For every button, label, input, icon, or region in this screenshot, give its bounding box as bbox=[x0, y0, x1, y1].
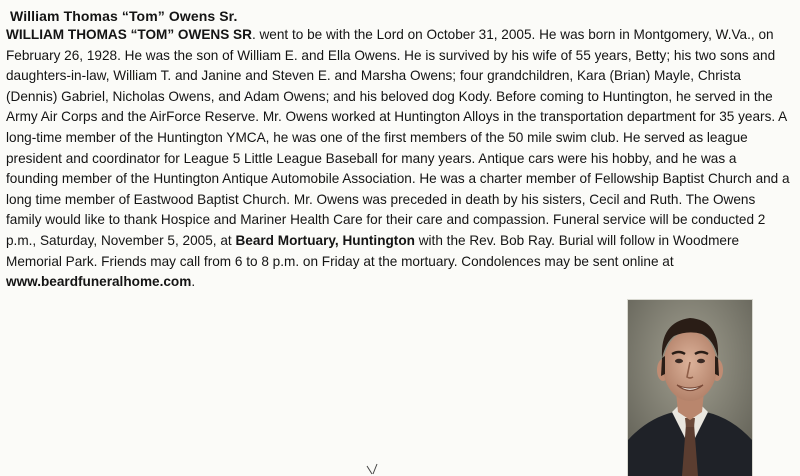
obituary-heading: William Thomas “Tom” Owens Sr. bbox=[10, 8, 238, 24]
obituary-body bbox=[6, 25, 792, 293]
deceased-name: WILLIAM THOMAS “TOM” OWENS SR bbox=[6, 27, 252, 42]
funeral-home-website: www.beardfuneralhome.com bbox=[6, 274, 192, 290]
portrait-photo bbox=[628, 300, 752, 476]
obituary-text-continued: with the Rev. Bob Ray. Burial will follow in Woodmere Memorial Park. Friends may call from 6 to 8 p.m. on Friday at the mortuary. Condolences may be sent online at bbox=[6, 232, 740, 269]
closing-period: . bbox=[191, 274, 196, 290]
funeral-home-name: Beard Mortuary, Huntington bbox=[235, 232, 415, 248]
scan-mark bbox=[365, 462, 379, 476]
portrait-illustration bbox=[628, 300, 752, 476]
obituary-text: . went to be with the Lord on October 31, 2005. He was born in Montgomery, W.Va., on February 26, 1928. He was the son of William E. and Ella Owens. He is survived by his wife of 55 years, Betty; his two sons and daughters-in-law, William T. and Janine and Steven E. and Marsha Owens; four grandchildren, Kara (Brian) Mayle, Christa (Dennis) Gabriel, Nicholas Owens, and Adam Owens; and his beloved dog Kody. Before coming to Huntington, he served in the Army Air Corps and the AirForce Reserve. Mr. Owens worked at Huntington Alloys in the transportation department for 35 years. A long-time member of the Huntington YMCA, he was one of the first members of the 50 mile swim club. He served as league president and coordinator for League 5 Little League Baseball for many years. Antique cars were his hobby, and he was a founding member of the Huntington Antique Automobile Association. He was a charter member of Fellowship Baptist Church and a long time member of Eastwood Baptist Church. Mr. Owens was preceded in death by his sisters, Cecil and Ruth. The Owens family would like to thank Hospice and Mariner Health Care for their care and compassion. Funeral service will be conducted 2 p.m., Saturday, November 5, 2005, at bbox=[6, 27, 790, 248]
